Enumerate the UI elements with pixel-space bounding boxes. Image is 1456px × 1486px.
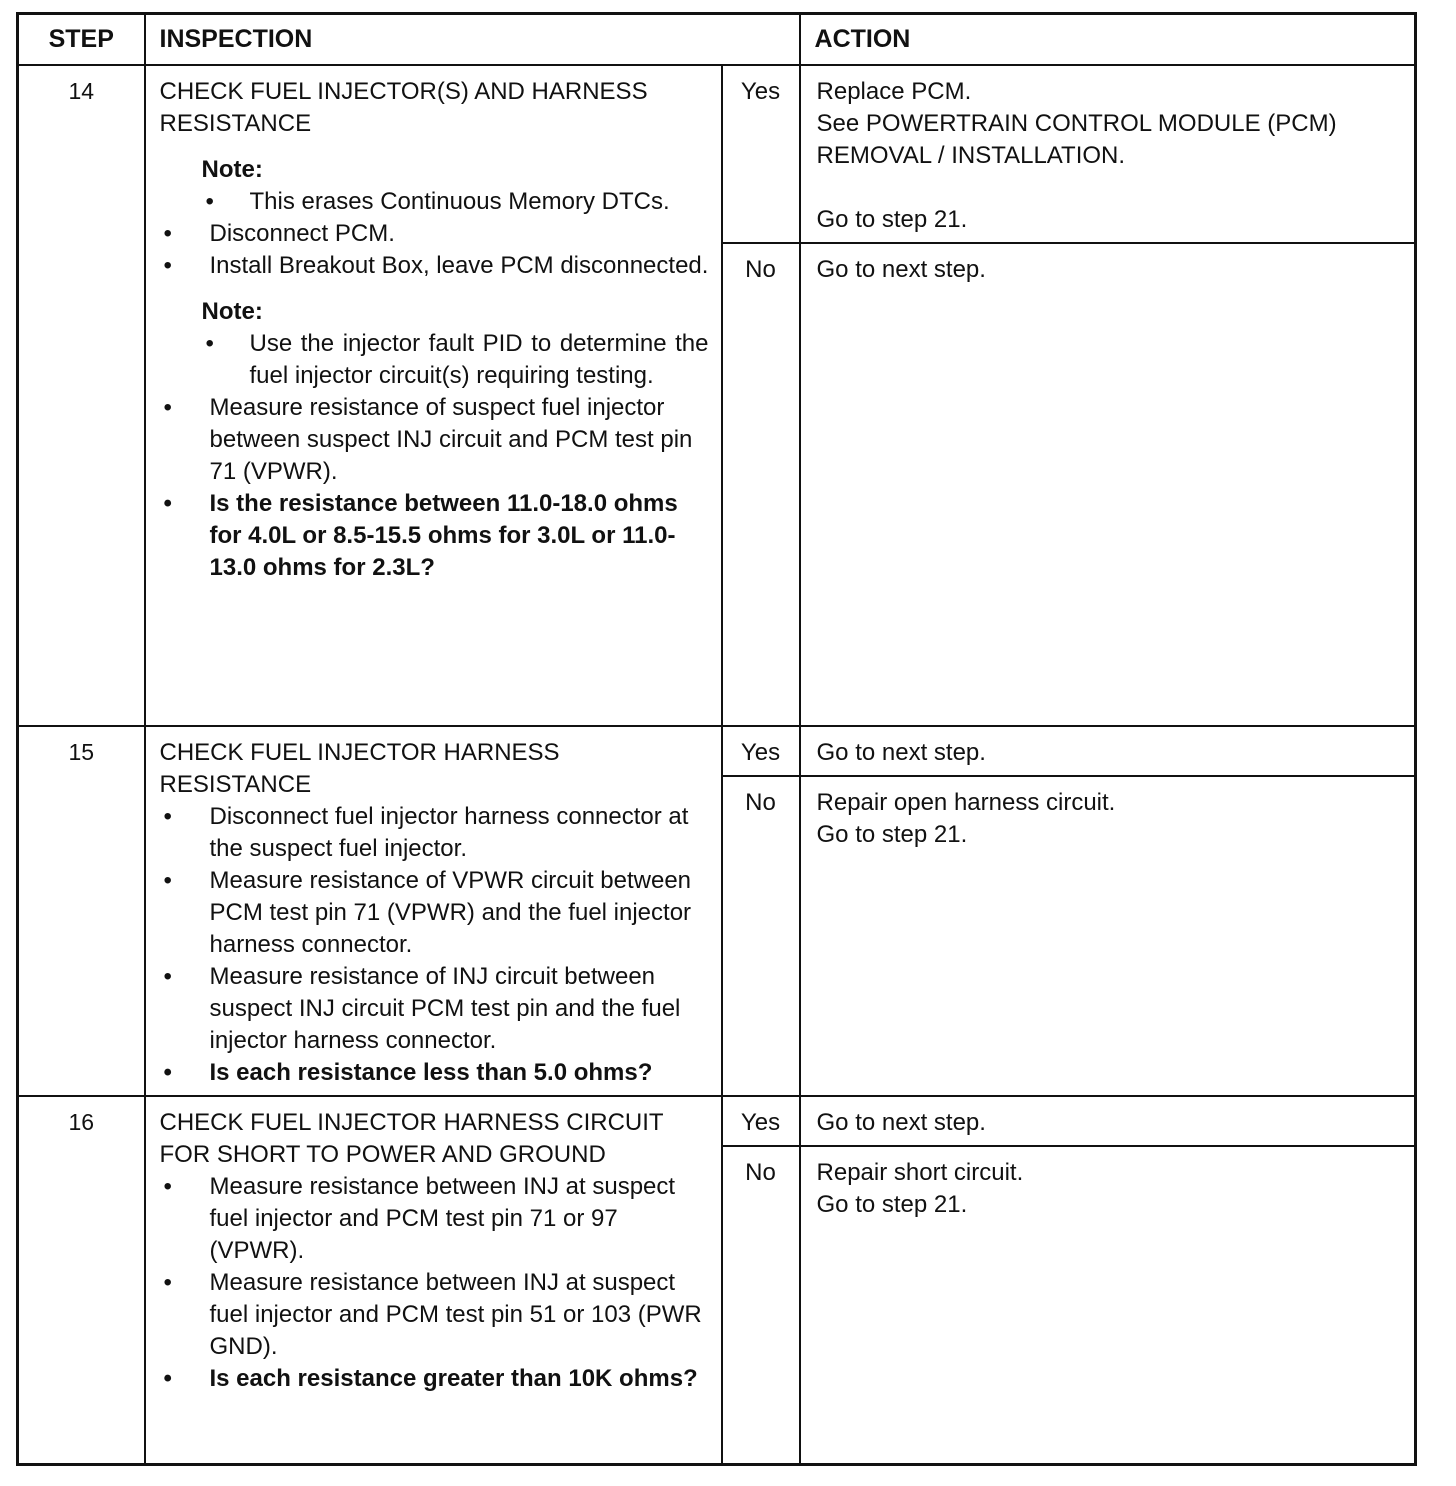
list-item: • Install Breakout Box, leave PCM disconnected. bbox=[160, 250, 709, 282]
list-item: • Measure resistance of suspect fuel injector between suspect INJ circuit and PCM test pin 71 (VPWR). bbox=[160, 392, 709, 488]
action-line: Go to next step. bbox=[816, 256, 986, 283]
list-item: • Measure resistance between INJ at suspect fuel injector and PCM test pin 51 or 103 (PWR GND). bbox=[160, 1267, 709, 1363]
action-line: Repair open harness circuit. bbox=[816, 789, 1116, 816]
list-item: • Disconnect PCM. bbox=[160, 218, 709, 250]
note-item: • This erases Continuous Memory DTCs. bbox=[202, 186, 709, 218]
bullet-list bbox=[160, 801, 709, 1089]
bullet-list bbox=[160, 218, 709, 282]
no-label: No bbox=[722, 1146, 800, 1465]
inspection-title: CHECK FUEL INJECTOR(S) AND HARNESS RESISTANCE bbox=[159, 78, 648, 137]
step-number: 15 bbox=[18, 726, 145, 1096]
yes-label: Yes bbox=[722, 65, 800, 243]
yes-label: Yes bbox=[722, 726, 800, 776]
header-row bbox=[18, 14, 1416, 66]
action-line: Go to step 21. bbox=[816, 206, 968, 233]
bullet-list bbox=[160, 1171, 709, 1395]
list-item: • Measure resistance of VPWR circuit between PCM test pin 71 (VPWR) and the fuel injector harness connector. bbox=[160, 865, 709, 961]
inspection-cell bbox=[145, 65, 722, 726]
note-block bbox=[202, 296, 709, 392]
table-row bbox=[18, 1096, 1416, 1146]
note-heading: Note: bbox=[201, 156, 263, 183]
header-action: ACTION bbox=[800, 14, 1416, 66]
action-line: Replace PCM. bbox=[816, 78, 972, 105]
action-line: See POWERTRAIN CONTROL MODULE (PCM) REMOVAL / INSTALLATION. bbox=[816, 110, 1337, 169]
no-label: No bbox=[722, 776, 800, 1096]
bullet-list bbox=[160, 392, 709, 584]
note-heading: Note: bbox=[201, 298, 263, 325]
yes-action bbox=[800, 65, 1416, 243]
action-line: Go to next step. bbox=[816, 739, 986, 766]
list-item: • Measure resistance between INJ at suspect fuel injector and PCM test pin 71 or 97 (VPWR). bbox=[160, 1171, 709, 1267]
no-action bbox=[800, 776, 1416, 1096]
question-item: • Is the resistance between 11.0-18.0 ohms for 4.0L or 8.5-15.5 ohms for 3.0L or 11.0-13.0 ohms for 2.3L? bbox=[160, 488, 709, 584]
question-item: • Is each resistance greater than 10K ohms? bbox=[160, 1363, 709, 1395]
header-inspection: INSPECTION bbox=[145, 14, 800, 66]
list-item: • Disconnect fuel injector harness connector at the suspect fuel injector. bbox=[160, 801, 709, 865]
inspection-cell bbox=[145, 726, 722, 1096]
table-row bbox=[18, 726, 1416, 776]
header-step: STEP bbox=[18, 14, 145, 66]
no-action bbox=[800, 243, 1416, 726]
action-line: Repair short circuit. bbox=[816, 1159, 1024, 1186]
yes-action bbox=[800, 726, 1416, 776]
table-row bbox=[18, 65, 1416, 243]
step-number: 16 bbox=[18, 1096, 145, 1465]
no-label: No bbox=[722, 243, 800, 726]
note-block bbox=[202, 154, 709, 218]
action-line: Go to step 21. bbox=[816, 1191, 968, 1218]
inspection-cell bbox=[145, 1096, 722, 1465]
action-line: Go to step 21. bbox=[816, 821, 968, 848]
inspection-title: CHECK FUEL INJECTOR HARNESS RESISTANCE bbox=[159, 739, 560, 798]
step-number: 14 bbox=[18, 65, 145, 726]
diagnostic-table bbox=[16, 12, 1417, 1466]
action-line: Go to next step. bbox=[816, 1109, 986, 1136]
note-item: • Use the injector fault PID to determine the fuel injector circuit(s) requiring testing. bbox=[202, 328, 709, 392]
yes-label: Yes bbox=[722, 1096, 800, 1146]
yes-action bbox=[800, 1096, 1416, 1146]
question-item: • Is each resistance less than 5.0 ohms? bbox=[160, 1057, 709, 1089]
no-action bbox=[800, 1146, 1416, 1465]
list-item: • Measure resistance of INJ circuit between suspect INJ circuit PCM test pin and the fuel injector harness connector. bbox=[160, 961, 709, 1057]
inspection-title: CHECK FUEL INJECTOR HARNESS CIRCUIT FOR SHORT TO POWER AND GROUND bbox=[159, 1109, 664, 1168]
